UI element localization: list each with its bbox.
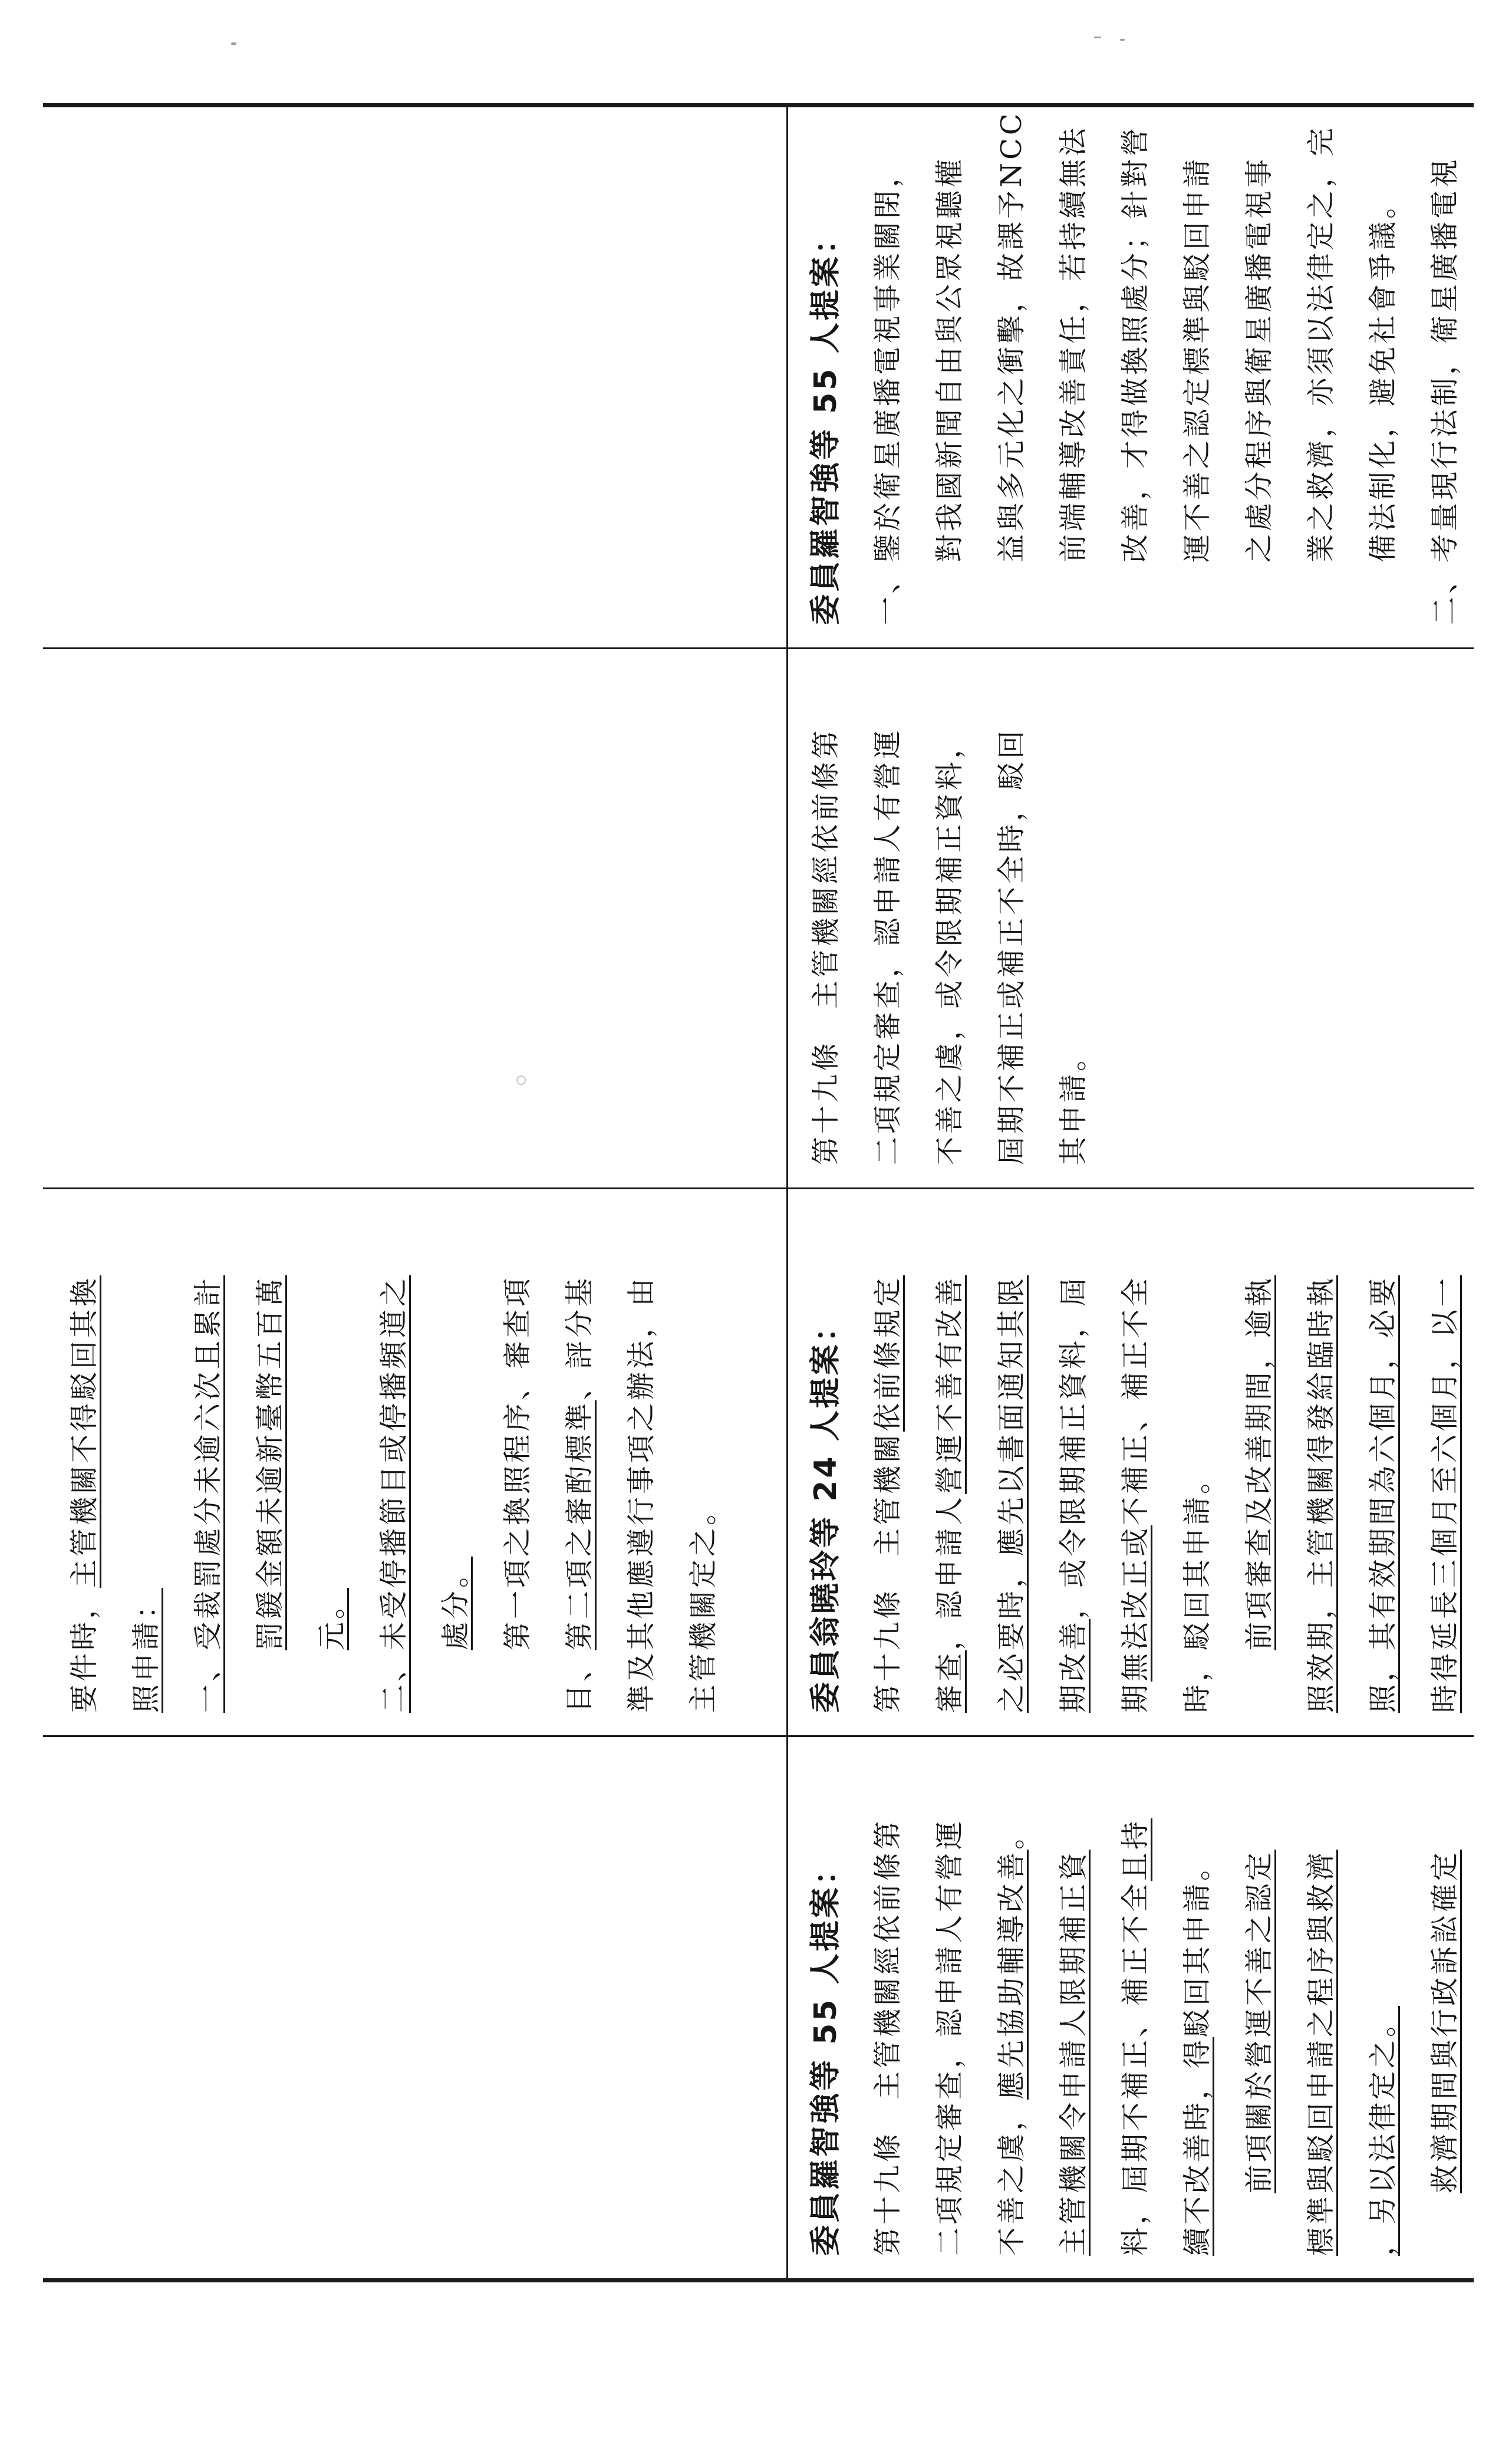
cell-text: [788, 107, 1474, 647]
underlined-text: 依前條規定: [871, 1275, 904, 1432]
text-segment: 二項規定審查，認申請人有營運: [933, 1818, 966, 2256]
text-segment: 、評分基: [563, 1275, 596, 1400]
proposal-heading: 委員羅智強等 55 人提案：: [808, 1852, 844, 2256]
text-line: [1352, 1195, 1414, 1713]
text-line: [549, 1195, 611, 1713]
text-line: [981, 1195, 1043, 1713]
cell-text: [788, 649, 1474, 1187]
text-line: [1043, 113, 1105, 625]
text-segment: 備法制化，避免社會爭議。: [1366, 187, 1399, 562]
text-line: [1414, 1743, 1474, 2256]
underlined-text: 一、受裁罰處分未逾六次且累計: [192, 1275, 225, 1713]
text-line: [301, 1195, 363, 1713]
text-segment: 主管機關定之。: [687, 1493, 720, 1713]
text-segment: 益與多元化之衝擊，故課予NCC: [995, 110, 1028, 562]
text-segment: 屆期不補正或補正不全時，駁回: [995, 727, 1028, 1165]
cell-article19-weng-proposal: [788, 1189, 1474, 1735]
underlined-text: 照，其有效期間為六個月，必要: [1366, 1275, 1399, 1713]
text-segment: 二項規定審查，認申請人有營運: [871, 727, 904, 1165]
cell-continuation-explanation: [43, 107, 786, 647]
text-segment: 第十九條 主管機關經依前條第: [871, 1818, 904, 2256]
text-line: [116, 1195, 177, 1713]
text-segment: 第十九條 主管機關經依前條第: [809, 727, 842, 1165]
text-segment: 不善之虞，或令限期補正資料，: [933, 727, 966, 1165]
text-segment: 不善之虞，: [995, 2099, 1028, 2256]
text-line: [1228, 1195, 1290, 1713]
text-line: [1228, 1743, 1290, 2256]
underlined-text: 救濟期間與行政訴訟確定: [1428, 1849, 1461, 2193]
text-segment: 第十九條 主管機關: [871, 1431, 904, 1713]
text-line: [1414, 113, 1474, 625]
text-line: [1290, 1743, 1352, 2256]
text-line: [1105, 1743, 1167, 2256]
text-line: [857, 655, 919, 1165]
text-line: [487, 1195, 549, 1713]
underlined-text: 第二項之審酌標準: [563, 1400, 596, 1650]
table-bottom-rule: [43, 2278, 1474, 2282]
underlined-text: 續不改善時，得: [1181, 2037, 1214, 2256]
text-line: [1352, 113, 1414, 625]
text-segment: 期: [1119, 1681, 1152, 1713]
text-segment: 。: [995, 1818, 1028, 1850]
cell-text: [43, 649, 786, 1187]
text-segment: 時，駁回其申請。: [1181, 1462, 1214, 1713]
underlined-text: 前項關於營運不善之認定: [1243, 1849, 1276, 2193]
underlined-text: 二、未受停播節目或停播頻道之: [377, 1275, 410, 1713]
text-segment: 目、: [563, 1650, 596, 1713]
text-segment: 二、考量現行法制，衛星廣播電視: [1428, 156, 1461, 625]
cell-text: [788, 1189, 1474, 1735]
text-line: [919, 113, 981, 625]
cell-article19-luo-proposal: [788, 1737, 1474, 2278]
text-segment: ，或令限期補正資料，屆: [1057, 1275, 1090, 1619]
text-segment: 運不善之認定標準與駁回申請: [1181, 156, 1214, 562]
underlined-text: 營運不善有改善: [933, 1275, 966, 1494]
text-line: [673, 1195, 734, 1713]
text-segment: 其申請。: [1057, 1039, 1090, 1165]
text-line: [363, 1195, 425, 1713]
underlined-text: 之必要時，應先以書面通知其限: [995, 1275, 1028, 1713]
text-segment: ，認申請人: [933, 1493, 966, 1650]
underlined-text: 照申請：: [130, 1587, 163, 1713]
underlined-text: 時得延長三個月至六個月，以一: [1428, 1275, 1461, 1713]
underlined-text: 前項審查及改善期間，逾執: [1243, 1275, 1276, 1650]
scan-speck: [231, 42, 236, 45]
scan-speck: [1094, 37, 1101, 38]
text-segment: 對我國新聞自由與公眾視聽權: [933, 156, 966, 562]
text-line: [919, 655, 981, 1165]
text-segment: 要件時，: [68, 1587, 101, 1713]
text-line: [1414, 1195, 1474, 1713]
text-segment: 料，屆期不補正、補正不全: [1119, 1880, 1152, 2256]
text-line: [425, 1195, 487, 1713]
text-line: [1043, 1743, 1105, 2256]
text-line: [1167, 1195, 1228, 1713]
text-line: [1167, 1743, 1228, 2256]
cell-text: [43, 1737, 786, 2278]
text-segment: 業之救濟，亦須以法律定之，完: [1305, 124, 1338, 562]
cell-text: [43, 1189, 786, 1735]
underlined-text: 期改善: [1057, 1618, 1090, 1713]
text-line: [1043, 655, 1105, 1165]
text-line: [1105, 1195, 1167, 1713]
text-line: [857, 113, 919, 625]
text-segment: 不補正、補正不全: [1119, 1275, 1152, 1525]
underlined-text: 應先協助輔導改善: [995, 1849, 1028, 2100]
cell-text: [43, 107, 786, 647]
text-line: [919, 1743, 981, 2256]
text-line: [1228, 113, 1290, 625]
text-line: [239, 1195, 301, 1713]
proposal-heading: 委員翁曉玲等 24 人提案：: [808, 1309, 844, 1713]
text-line: [981, 110, 1043, 625]
underlined-text: 處分。: [439, 1556, 472, 1650]
scan-speck: [1120, 39, 1125, 41]
underlined-text: 標準與駁回申請之程序與救濟: [1305, 1849, 1338, 2256]
text-line: [981, 655, 1043, 1165]
text-line: [54, 1195, 116, 1713]
underlined-text: ，另以法律定之。: [1366, 2005, 1399, 2256]
underlined-text: 無法改正或: [1119, 1525, 1152, 1682]
text-line: [857, 1743, 919, 2256]
cell-article19-current-law: [788, 649, 1474, 1187]
underlined-text: 主管機關不得駁回其換: [68, 1275, 101, 1588]
cell-continuation-luo-proposal: [43, 1737, 786, 2278]
text-line: [857, 1195, 919, 1713]
text-line: [1105, 113, 1167, 625]
text-segment: 改善，才得做換照處分；針對營: [1119, 124, 1152, 562]
cell-article19-explanation: [788, 107, 1474, 647]
underlined-text: 元。: [315, 1587, 348, 1650]
text-line: [981, 1743, 1043, 2256]
text-line: [1290, 113, 1352, 625]
text-segment: 前端輔導改善責任，若持續無法: [1057, 124, 1090, 562]
text-line: [795, 655, 857, 1165]
underlined-text: 照效期，主管機關得發給臨時執: [1305, 1275, 1338, 1713]
cell-continuation-current-law: [43, 649, 786, 1187]
text-segment: 一、鑒於衛星廣播電視事業關閉，: [871, 156, 904, 625]
text-line: [611, 1195, 673, 1713]
table-top-rule: [43, 103, 1474, 107]
text-line: [177, 1195, 239, 1713]
underlined-text: 且持: [1119, 1818, 1152, 1881]
text-segment: 駁回其申請。: [1181, 1849, 1214, 2037]
cell-continuation-weng-proposal: [43, 1189, 786, 1735]
proposal-heading: 委員羅智強等 55 人提案：: [808, 221, 844, 625]
text-line: [1167, 113, 1228, 625]
underlined-text: 罰鍰金額未逾新臺幣五百萬: [253, 1275, 286, 1650]
cell-text: [788, 1737, 1474, 2278]
text-segment: 準及其他應遵行事項之辦法，由: [625, 1275, 658, 1713]
text-line: [919, 1195, 981, 1713]
text-segment: 之處分程序與衛星廣播電視事: [1243, 156, 1276, 562]
text-line: [1352, 1743, 1414, 2256]
text-segment: 第一項之換照程序、審查項: [501, 1275, 534, 1650]
text-line: [1290, 1195, 1352, 1713]
text-line: [1043, 1195, 1105, 1713]
underlined-text: 主管機關令申請人限期補正資: [1057, 1849, 1090, 2256]
underlined-text: 審查: [933, 1650, 966, 1713]
